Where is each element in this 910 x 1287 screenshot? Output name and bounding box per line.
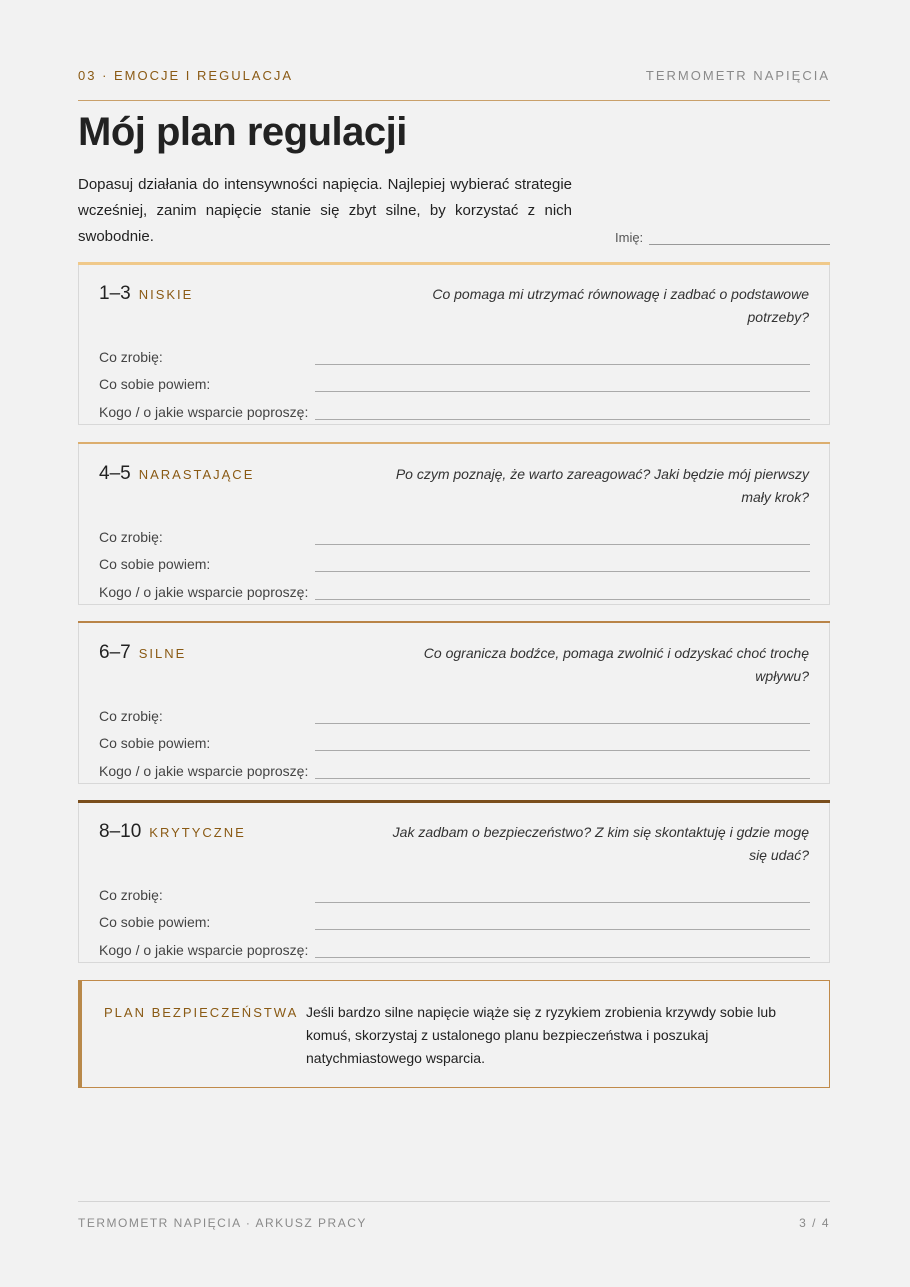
answer-line[interactable] [315,709,810,724]
answer-row [99,930,810,958]
answer-rows [99,875,810,958]
level-card-strong [78,621,830,784]
answer-label: Kogo / o jakie wsparcie poproszę: [99,941,309,958]
level-question: Po czym poznaję, że warto zareagować? Jaki będzie mój pierwszy mały krok? [395,466,809,505]
level-range: 6–7 [99,642,131,663]
level-heading [99,821,246,843]
answer-row [99,751,810,779]
safety-plan-box [78,980,830,1088]
answer-row [99,875,810,903]
safety-plan-text: Jeśli bardzo silne napięcie wiąże się z ryzykiem zrobienia krzywdy sobie lub komuś, skorzystaj z ustalonego planu bezpieczeństwa i poszukaj natychmiastowego wsparcia. [306,1004,776,1066]
answer-rows [99,696,810,779]
level-label: NISKIE [138,287,194,302]
level-card-low [78,262,830,425]
answer-line[interactable] [315,350,810,365]
level-heading [99,463,254,485]
answer-label: Co zrobię: [99,886,163,903]
level-accent-bar [78,442,830,444]
level-question: Co ogranicza bodźce, pomaga zwolnić i odzyskać choć trochę wpływu? [423,645,809,684]
level-accent-bar [78,621,830,623]
answer-line[interactable] [315,736,810,751]
level-question: Co pomaga mi utrzymać równowagę i zadbać o podstawowe potrzeby? [432,286,809,325]
answer-label: Co sobie powiem: [99,735,211,751]
document-title: TERMOMETR NAPIĘCIA [645,68,830,83]
answer-line[interactable] [315,915,810,930]
name-field [615,230,830,245]
answer-row [99,903,810,931]
answer-rows [99,517,810,600]
answer-label: Co sobie powiem: [99,376,211,392]
level-label: NARASTAJĄCE [138,467,255,482]
level-heading [99,283,193,305]
answer-row [99,392,810,420]
safety-plan-tag: PLAN BEZPIECZEŃSTWA [104,1005,299,1020]
page-number: 3 / 4 [799,1216,830,1230]
answer-row [99,724,810,752]
level-range: 4–5 [99,463,131,484]
page-footer [78,1216,830,1230]
level-heading [99,642,186,664]
level-range: 1–3 [99,283,131,304]
answer-label: Co zrobię: [99,528,163,545]
level-label: KRYTYCZNE [149,825,246,840]
answer-label: Co sobie powiem: [99,914,211,930]
level-card-critical [78,800,830,963]
footer-title: TERMOMETR NAPIĘCIA · ARKUSZ PRACY [78,1216,367,1230]
level-accent-bar [78,262,830,265]
answer-line[interactable] [315,557,810,572]
answer-label: Co zrobię: [99,348,163,365]
level-question: Jak zadbam o bezpieczeństwo? Z kim się skontaktuję i gdzie mogę się udać? [392,824,809,863]
answer-row [99,545,810,573]
footer-divider [78,1201,830,1202]
answer-row [99,572,810,600]
answer-label: Kogo / o jakie wsparcie poproszę: [99,762,309,779]
level-card-rising [78,442,830,605]
answer-label: Co zrobię: [99,707,163,724]
answer-line[interactable] [315,405,810,420]
level-range: 8–10 [99,821,142,842]
answer-line[interactable] [315,377,810,392]
answer-line[interactable] [315,585,810,600]
answer-line[interactable] [315,530,810,545]
answer-row [99,365,810,393]
intro-text: Dopasuj działania do intensywności napięcia. Najlepiej wybierać strategie wcześniej, zanim napięcie stanie się zbyt silne, by korzystać z nich swobodnie. [78,176,572,245]
answer-label: Kogo / o jakie wsparcie poproszę: [99,583,309,600]
page-header [78,68,830,83]
level-accent-bar [78,800,830,803]
name-input-line[interactable] [649,232,830,245]
answer-row [99,337,810,365]
answer-label: Kogo / o jakie wsparcie poproszę: [99,403,309,420]
answer-row [99,696,810,724]
answer-label: Co sobie powiem: [99,556,211,572]
answer-row [99,517,810,545]
name-label: Imię: [615,230,644,245]
header-divider [78,100,830,101]
answer-line[interactable] [315,764,810,779]
page-title: Mój plan regulacji [78,110,407,154]
answer-rows [99,337,810,420]
answer-line[interactable] [315,888,810,903]
level-label: SILNE [138,646,187,661]
answer-line[interactable] [315,943,810,958]
section-label: 03 · EMOCJE I REGULACJA [78,68,294,83]
